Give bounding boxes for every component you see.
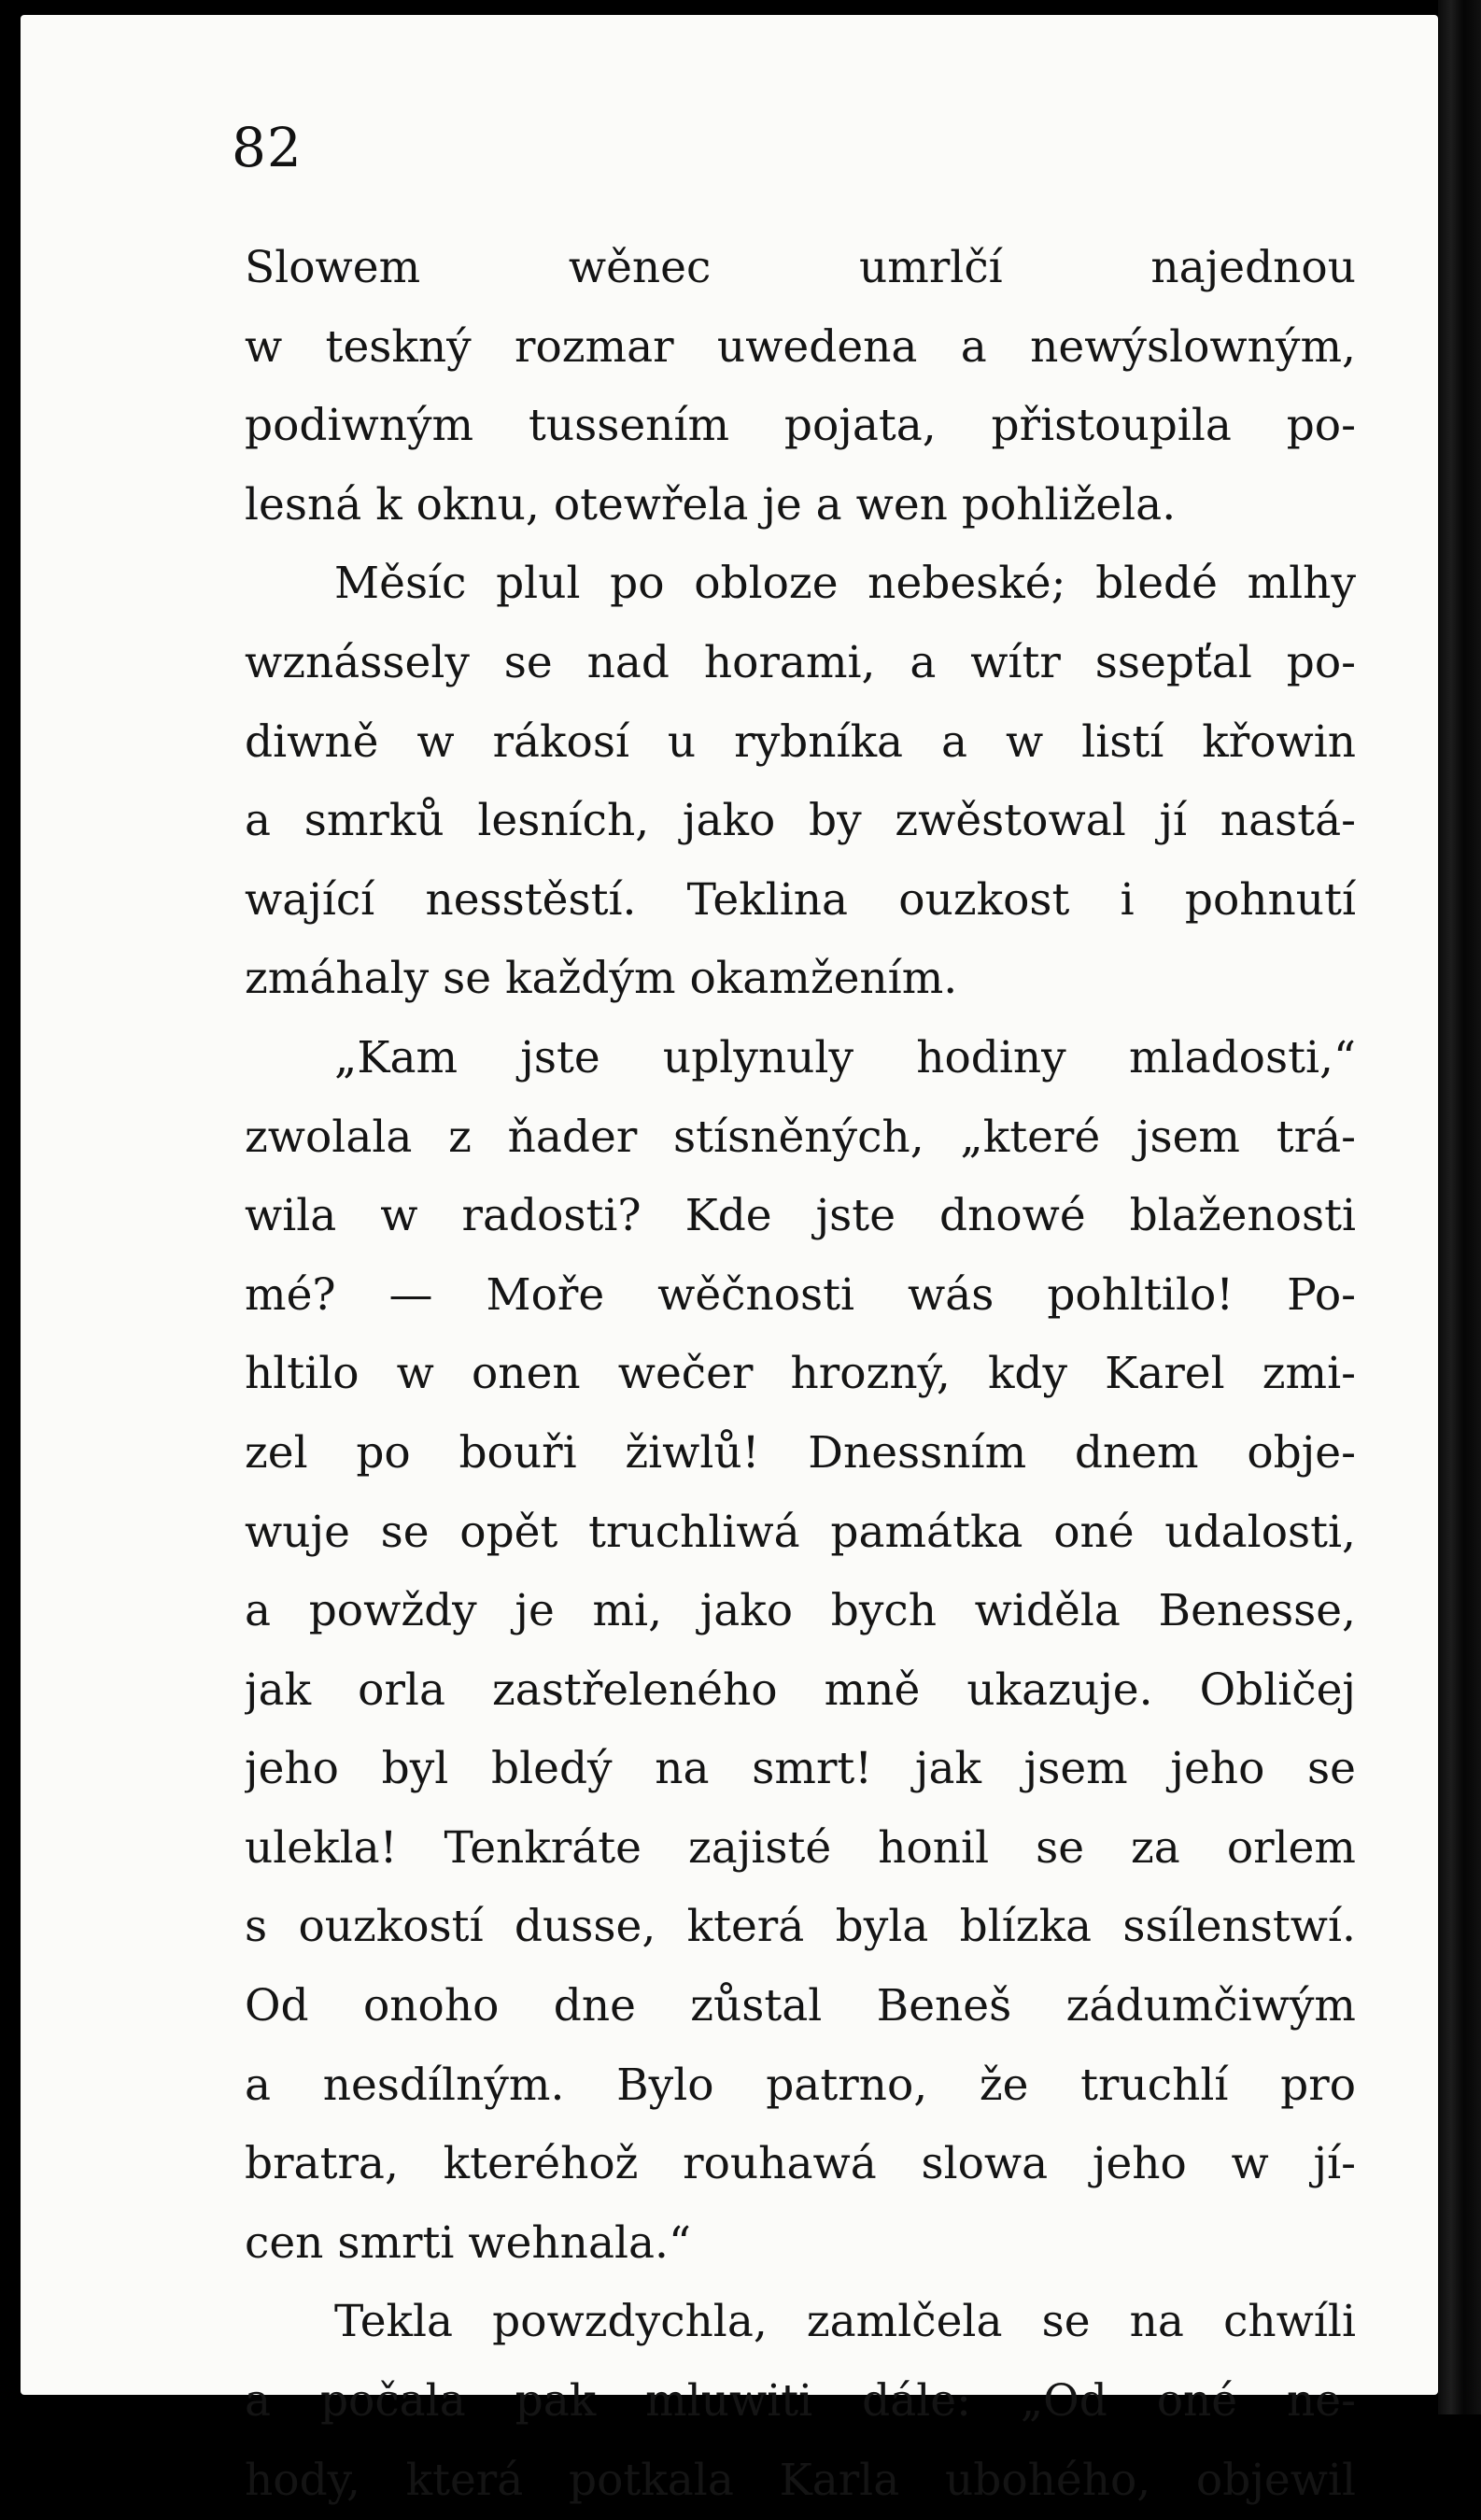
- text-line: Měsíc plul po obloze nebeské; bledé mlhy: [334, 558, 1356, 610]
- text-line: hody, která potkala Karla ubohého, objewil: [245, 2454, 1356, 2506]
- text-line: wuje se opět truchliwá památka oné udalosti,: [245, 1506, 1356, 1558]
- text-line: a powždy je mi, jako bych widěla Benesse,: [245, 1585, 1356, 1637]
- text-line: cen smrti wehnala.“: [245, 2216, 691, 2269]
- body-text: [245, 229, 1356, 2520]
- text-line: bratra, kteréhož rouhawá slowa jeho w jí-: [245, 2138, 1356, 2190]
- text-line: s ouzkostí dusse, která byla blízka ssílenstwí.: [245, 1901, 1356, 1953]
- text-line: wající nesstěstí. Teklina ouzkost i pohnutí: [245, 873, 1356, 926]
- text-line: a nesdílným. Bylo patrno, že truchlí pro: [245, 2059, 1356, 2111]
- text-line: zwolala z ňader stísněných, „které jsem trá-: [245, 1111, 1356, 1163]
- text-line: w teskný rozmar uwedena a newýslowným,: [245, 320, 1356, 373]
- text-line: hltilo w onen wečer hrozný, kdy Karel zmi-: [245, 1348, 1356, 1400]
- text-line: a počala pak mluwiti dále: „Od oné ne-: [245, 2375, 1356, 2428]
- text-line: ulekla! Tenkráte zajisté honil se za orlem: [245, 1821, 1356, 1874]
- text-line: Od onoho dne zůstal Beneš zádumčiwým: [245, 1980, 1356, 2032]
- text-line: jeho byl bledý na smrt! jak jsem jeho se: [245, 1743, 1356, 1795]
- scan-edge-shadow: [1438, 0, 1481, 2414]
- text-line: lesná k oknu, otewřela je a wen pohližela.: [245, 478, 1177, 531]
- text-line: podiwným tussením pojata, přistoupila po-: [245, 400, 1356, 452]
- text-line: mé? — Moře wěčnosti wás pohltilo! Po-: [245, 1268, 1356, 1321]
- text-line: Slowem wěnec umrlčí najednou: [245, 242, 1356, 293]
- text-line: wila w radosti? Kde jste dnowé blaženosti: [245, 1190, 1356, 1242]
- text-line: a smrků lesních, jako by zwěstowal jí nastá-: [245, 795, 1356, 847]
- text-line: zmáhaly se každým okamžením.: [245, 953, 958, 1005]
- text-line: wznássely se nad horami, a wítr ssepťal po-: [245, 636, 1356, 688]
- text-line: „Kam jste uplynuly hodiny mladosti,“: [334, 1031, 1356, 1083]
- text-line: diwně w rákosí u rybníka a w listí křowin: [245, 715, 1356, 768]
- page-number: 82: [232, 116, 303, 179]
- text-line: jak orla zastřeleného mně ukazuje. Obličej: [245, 1663, 1356, 1716]
- text-line: zel po bouři žiwlů! Dnessním dnem obje-: [245, 1426, 1356, 1479]
- text-line: Tekla powzdychla, zamlčela se na chwíli: [334, 2296, 1356, 2348]
